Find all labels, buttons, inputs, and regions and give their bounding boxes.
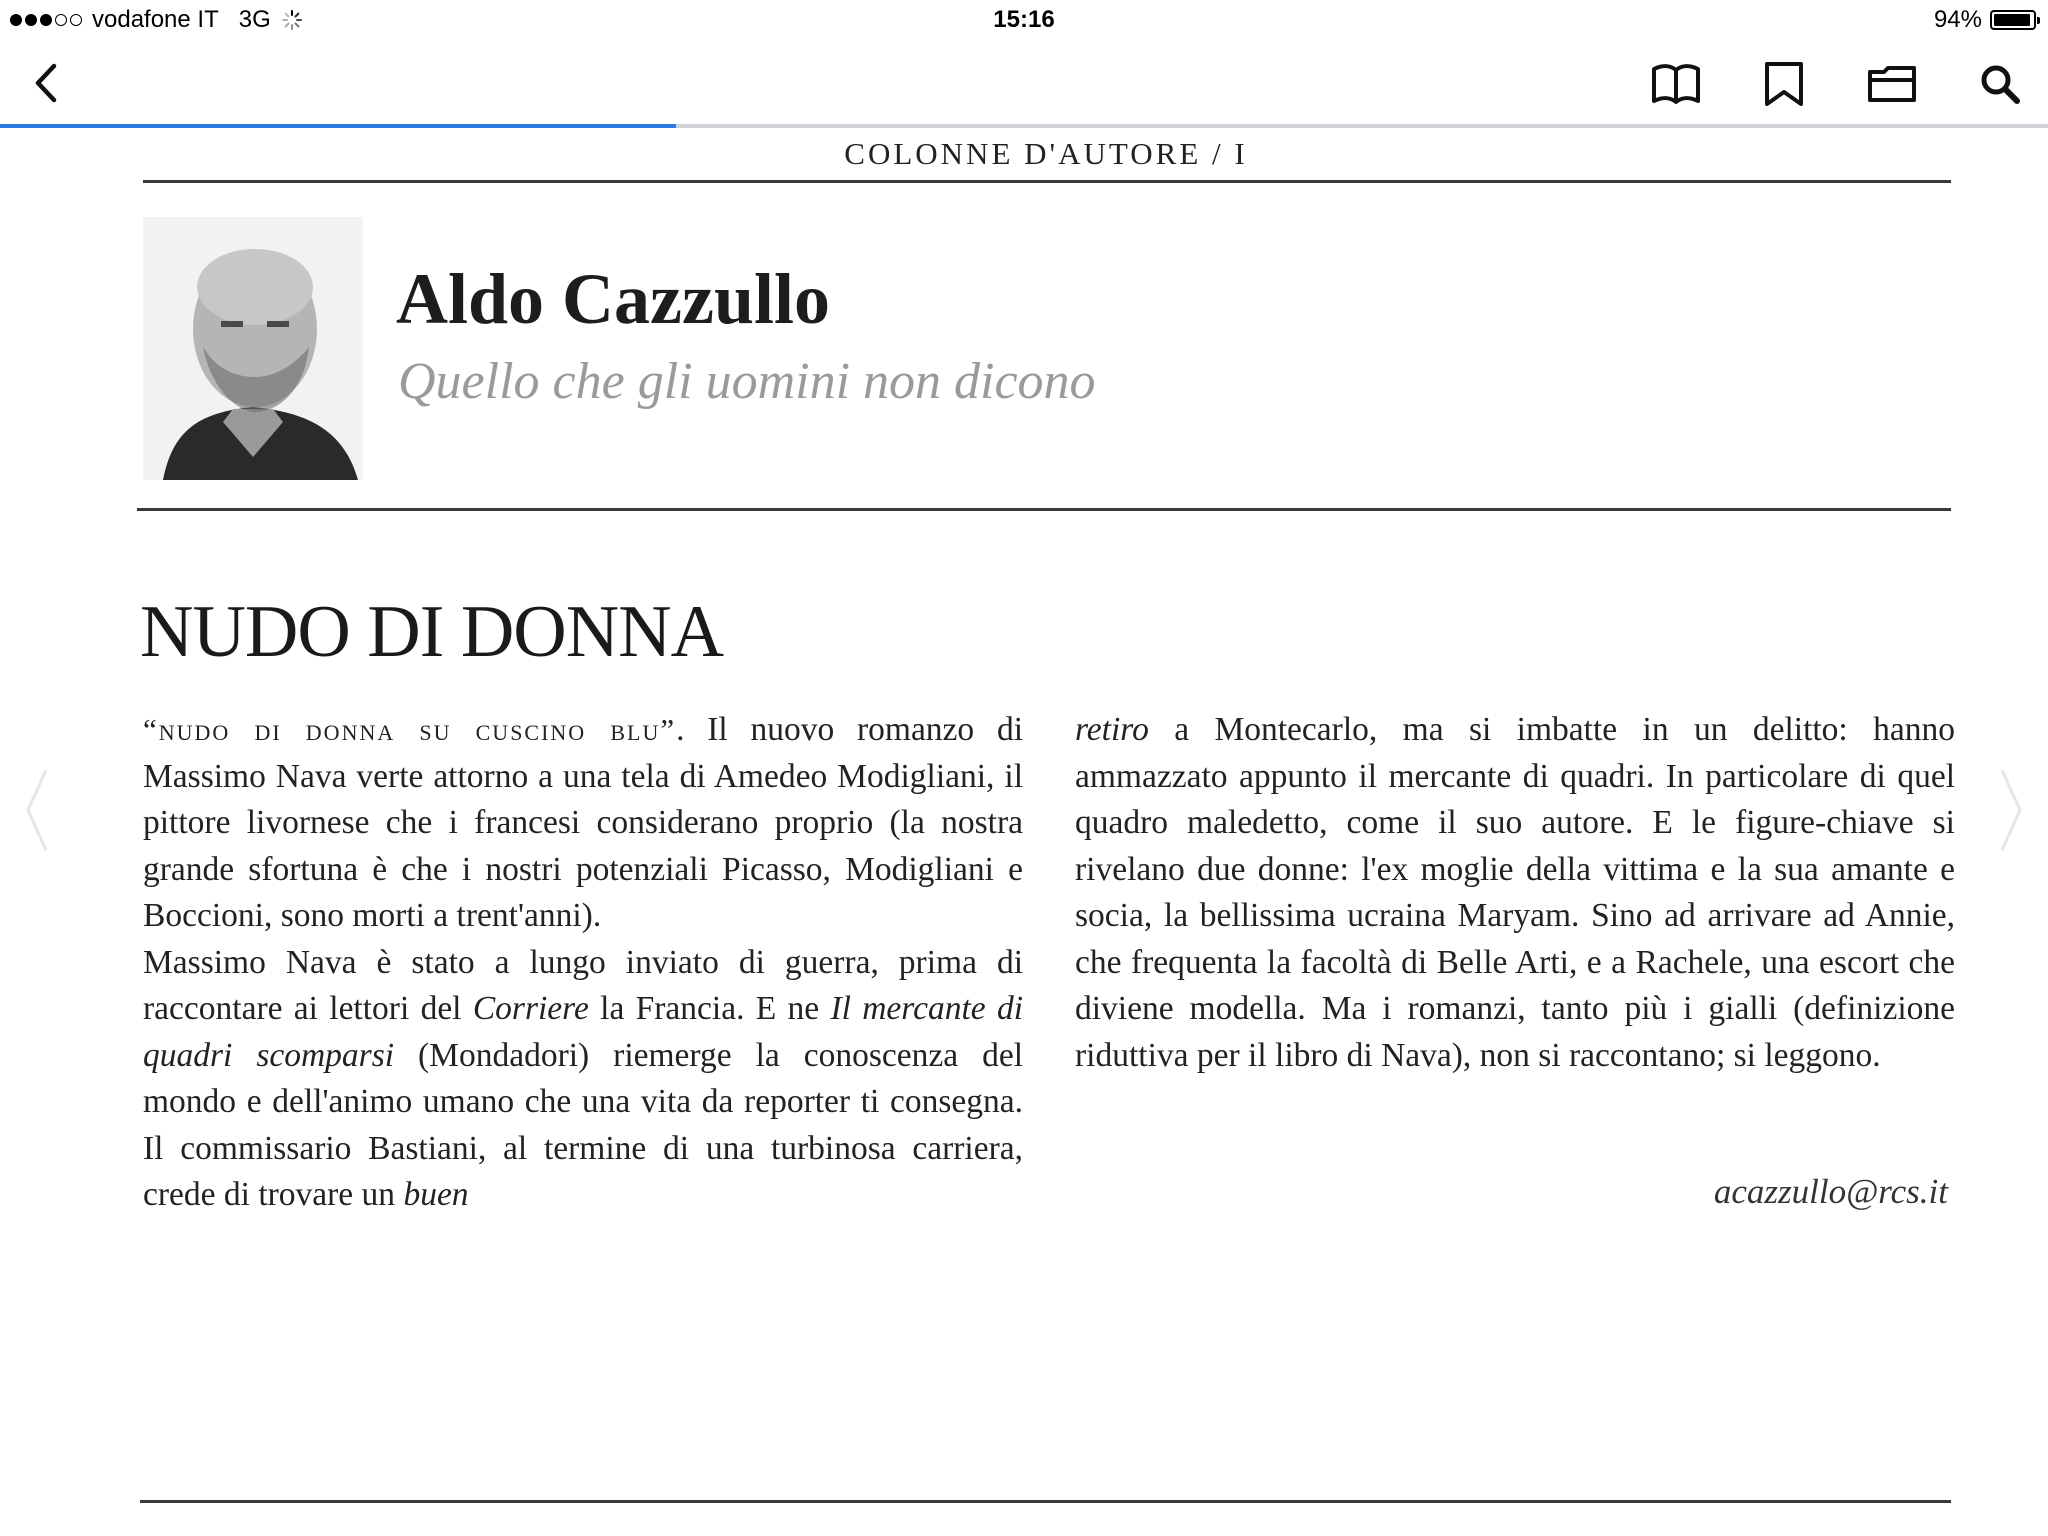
book-title: Il mercante di quadri scomparsi: [143, 990, 1024, 1074]
author-email[interactable]: acazzullo@rcs.it: [1713, 1172, 1948, 1211]
paragraph-1-text: . Il nuovo romanzo di Massimo Nava verte attorno a una tela di Amedeo Modigliani, il pittore livornese che i francesi considerano proprio (la nostra grande sfortuna è che i nostri potenziali Picasso, Modigliani e Boccioni, sono morti a trent'anni).: [143, 711, 1023, 934]
opening-quote: “nudo di donna su cuscino blu”: [143, 712, 677, 747]
bookmark-icon: [1761, 60, 1807, 108]
header-rule: [143, 180, 1951, 183]
author-name: Aldo Cazzullo: [396, 259, 831, 339]
battery-icon: [1990, 10, 2036, 30]
next-page-icon[interactable]: [1996, 760, 2026, 860]
battery-percent: 94%: [1933, 6, 1982, 33]
search-button[interactable]: [1972, 58, 2028, 110]
battery-level: [1994, 14, 2030, 26]
reader-toolbar: [0, 40, 2048, 126]
article-column-left: [143, 707, 1023, 1219]
toolbar-actions: [1648, 58, 2028, 110]
status-bar: [0, 0, 2048, 40]
status-right: [1934, 6, 2036, 34]
section-header: COLONNE D'AUTORE / I: [844, 136, 1248, 171]
bookmark-button[interactable]: [1756, 58, 1812, 110]
search-icon: [1978, 62, 2022, 106]
newspaper-name: Corriere: [472, 990, 589, 1027]
folder-icon: [1866, 62, 1918, 106]
back-button[interactable]: [24, 60, 70, 106]
carrier-label: vodafone IT: [92, 6, 219, 33]
author-photo: [143, 217, 363, 480]
paragraph-3: retiro a Montecarlo, ma si imbatte in un delitto: hanno ammazzato appunto il mercante di quadri. In particolare di quel quadro maledetto, come il suo autore. E le figure-chiave si rivelano due donne: l'ex moglie della vittima e la sua amante e socia, la bellissima ucraina Maryam. Sino ad arrivare ad Annie, che frequenta la facoltà di Belle Arti, e a Rachele, una escort che diviene modella. Ma i romanzi, tanto più i gialli (definizione riduttiva per il libro di Nava), non si raccontano; si leggono.: [1075, 711, 1955, 1074]
table-of-contents-button[interactable]: [1648, 58, 1704, 110]
paragraph-2: Massimo Nava è stato a lungo inviato di guerra, prima di raccontare ai lettori del Corriere la Francia. E ne Il mercante di quadri scomparsi (Mondadori) riemerge la conoscenza del mondo e dell'animo umano che una vita da reporter ti consegna. Il commissario Bastiani, al termine di una turbinosa carriera, crede di trovare un buen: [143, 943, 1024, 1213]
network-label: 3G: [238, 6, 271, 33]
status-time: 15:16: [993, 6, 1055, 33]
article-column-right: [1075, 707, 1955, 1079]
open-book-icon: [1650, 61, 1702, 107]
archive-button[interactable]: [1864, 58, 1920, 110]
paragraph-1: [143, 707, 1023, 940]
reading-progress-bar: [0, 124, 2048, 128]
author-rule: [137, 508, 1951, 511]
column-title: Quello che gli uomini non dicono: [398, 353, 1096, 410]
footer-rule: [140, 1500, 1951, 1503]
reading-progress-fill: [0, 124, 676, 128]
article-headline: NUDO DI DONNA: [140, 591, 724, 673]
previous-page-icon[interactable]: [22, 760, 52, 860]
chevron-left-icon: [24, 60, 70, 106]
